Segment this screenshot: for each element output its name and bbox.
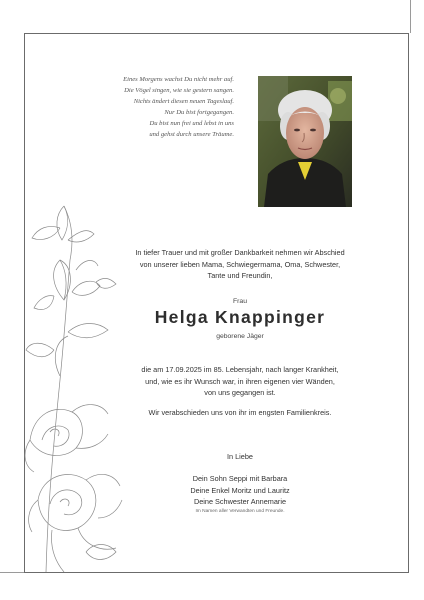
poem-line: Eines Morgens wachst Du nicht mehr auf. xyxy=(123,76,234,83)
intro-line: von unserer lieben Mama, Schwiegermama, Oma, Schwester, xyxy=(139,259,341,269)
death-notice xyxy=(90,364,390,399)
death-notice-line: und, wie es ihr Wunsch war, in ihren eigenen vier Wänden, xyxy=(145,376,335,386)
mourners-footnote: Im Namen aller Verwandten und Freunde. xyxy=(195,509,285,514)
poem-line: Du bist nun frei und lebst in uns xyxy=(149,120,234,127)
portrait-photo xyxy=(258,76,352,207)
mourner-line: Deine Schwester Annemarie xyxy=(193,497,287,506)
mourners-list xyxy=(90,473,390,508)
poem-line: Nichts ändert diesen neuen Tageslauf. xyxy=(133,98,234,105)
intro-line: Tante und Freundin, xyxy=(207,271,273,280)
death-notice-line: von uns gegangen ist. xyxy=(204,388,276,397)
crop-mark-top xyxy=(410,0,411,33)
birth-name: geborene Jäger xyxy=(216,333,264,340)
poem-line: und gehst durch unsere Träume. xyxy=(149,131,234,138)
closing-text: In Liebe xyxy=(227,452,253,461)
name-prefix: Frau xyxy=(233,298,247,305)
mourner-line: Dein Sohn Seppi mit Barbara xyxy=(192,474,288,483)
death-notice-line: die am 17.09.2025 im 85. Lebensjahr, nach langer Krankheit, xyxy=(141,365,339,374)
poem-line: Die Vögel singen, wie sie gestern sangen. xyxy=(124,87,234,94)
mourner-line: Deine Enkel Moritz und Lauritz xyxy=(190,485,290,495)
intro-text xyxy=(90,247,390,282)
farewell-text: Wir verabschieden uns von ihr im engsten Familienkreis. xyxy=(148,408,332,417)
crop-mark-side xyxy=(0,572,24,573)
intro-line: In tiefer Trauer und mit großer Dankbarkeit nehmen wir Abschied xyxy=(135,248,345,257)
deceased-name: Helga Knappinger xyxy=(154,307,326,327)
memorial-poem xyxy=(60,74,234,140)
poem-line: Nur Du bist fortgegangen. xyxy=(164,109,234,116)
